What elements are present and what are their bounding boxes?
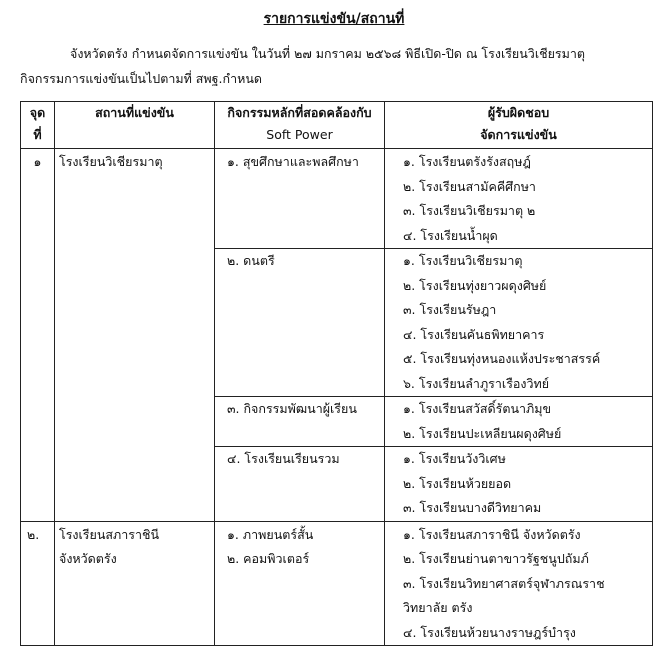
header-activity bbox=[215, 102, 385, 149]
responsible-school: ๓. โรงเรียนรัษฎา bbox=[403, 302, 497, 317]
point-number-cell bbox=[21, 521, 55, 646]
activity-item: ๔. โรงเรียนเรียนรวม bbox=[227, 451, 340, 466]
venue-name: โรงเรียนวิเชียรมาตุ bbox=[59, 154, 163, 169]
intro-paragraph-line-1: จังหวัดตรัง กำหนดจัดการแข่งขัน ในวันที่ ๒๗ มกราคม ๒๕๖๘ พิธีเปิด-ปิด ณ โรงเรียนวิเชียรมาตุ bbox=[70, 46, 585, 61]
responsible-school: ๒. โรงเรียนปะเหลียนผดุงศิษย์ bbox=[403, 425, 562, 441]
table-row bbox=[21, 149, 653, 249]
responsible-school: ๑. โรงเรียนวิเชียรมาตุ bbox=[403, 253, 523, 268]
responsible-school: ๓. โรงเรียนบางดีวิทยาคม bbox=[403, 500, 542, 515]
responsible-school: ๖. โรงเรียนลำภูราเรืองวิทย์ bbox=[403, 375, 550, 391]
responsible-school: ๒. โรงเรียนย่านตาขาวรัฐชนูปถัมภ์ bbox=[403, 551, 589, 566]
venue-name: โรงเรียนสภาราชินี bbox=[59, 526, 160, 542]
responsible-school: ๕. โรงเรียนทุ่งหนองแห้งประชาสรรค์ bbox=[403, 351, 601, 366]
activity-item: ๑. ภาพยนตร์สั้น bbox=[227, 526, 314, 542]
activity-item: ๑. สุขศึกษาและพลศึกษา bbox=[227, 154, 359, 169]
intro-paragraph-line-2: กิจกรรมการแข่งขันเป็นไปตามที่ สพฐ.กำหนด bbox=[20, 71, 263, 86]
activity-cell bbox=[215, 149, 385, 249]
responsible-school: วิทยาลัย ตรัง bbox=[403, 600, 473, 615]
header-responsible-line-1: ผู้รับผิดชอบ bbox=[487, 105, 550, 120]
responsible-school: ๔. โรงเรียนคันธพิทยาคาร bbox=[403, 326, 545, 342]
point-number-cell bbox=[21, 149, 55, 522]
responsible-school: ๓. โรงเรียนวิเชียรมาตุ ๒ bbox=[403, 203, 536, 218]
responsible-school: ๔. โรงเรียนห้วยนางราษฎร์บำรุง bbox=[403, 624, 576, 640]
header-point-number bbox=[21, 102, 55, 149]
responsible-school: ๒. โรงเรียนสามัคคีศึกษา bbox=[403, 178, 536, 194]
header-no-line-1: จุด bbox=[29, 105, 46, 120]
activity-item: ๒. ดนตรี bbox=[227, 253, 275, 268]
responsible-cell bbox=[385, 249, 653, 397]
venue-cell bbox=[55, 149, 215, 522]
header-venue bbox=[55, 102, 215, 149]
header-responsible bbox=[385, 102, 653, 149]
table-body bbox=[21, 149, 653, 646]
header-activity-line-1: กิจกรรมหลักที่สอดคล้องกับ bbox=[227, 105, 372, 120]
point-number: ๒. bbox=[27, 526, 40, 542]
activity-cell bbox=[215, 521, 385, 646]
activity-cell bbox=[215, 249, 385, 397]
activity-item: ๒. คอมพิวเตอร์ bbox=[227, 551, 310, 566]
activity-cell bbox=[215, 397, 385, 447]
document-title: รายการแข่งขัน/สถานที่ bbox=[263, 11, 405, 27]
responsible-school: ๑. โรงเรียนสภาราชินี จังหวัดตรัง bbox=[403, 526, 581, 542]
responsible-school: ๑. โรงเรียนวังวิเศษ bbox=[403, 451, 506, 466]
table-row bbox=[21, 521, 653, 646]
schedule-table bbox=[20, 101, 653, 646]
header-responsible-line-2: จัดการแข่งขัน bbox=[480, 127, 557, 142]
responsible-school: ๒. โรงเรียนทุ่งยาวผดุงศิษย์ bbox=[403, 277, 547, 293]
header-venue-label: สถานที่แข่งขัน bbox=[95, 105, 174, 120]
header-no-line-2: ที่ bbox=[33, 127, 42, 142]
header-activity-line-2: Soft Power bbox=[266, 127, 333, 142]
responsible-school: ๓. โรงเรียนวิทยาศาสตร์จุฬาภรณราช bbox=[403, 575, 605, 591]
responsible-cell bbox=[385, 521, 653, 646]
venue-cell bbox=[55, 521, 215, 646]
activity-cell bbox=[215, 447, 385, 522]
responsible-cell bbox=[385, 149, 653, 249]
point-number: ๑ bbox=[33, 154, 42, 169]
responsible-cell bbox=[385, 397, 653, 447]
responsible-school: ๑. โรงเรียนตรังรังสฤษฎ์ bbox=[403, 154, 531, 169]
activity-item: ๓. กิจกรรมพัฒนาผู้เรียน bbox=[227, 401, 357, 416]
responsible-school: ๒. โรงเรียนห้วยยอด bbox=[403, 475, 512, 491]
responsible-cell bbox=[385, 447, 653, 522]
table-header-row bbox=[21, 102, 653, 149]
responsible-school: ๔. โรงเรียนน้ำผุด bbox=[403, 227, 498, 243]
responsible-school: ๑. โรงเรียนสวัสดิ์รัตนาภิมุข bbox=[403, 401, 552, 416]
venue-name: จังหวัดตรัง bbox=[59, 551, 117, 566]
